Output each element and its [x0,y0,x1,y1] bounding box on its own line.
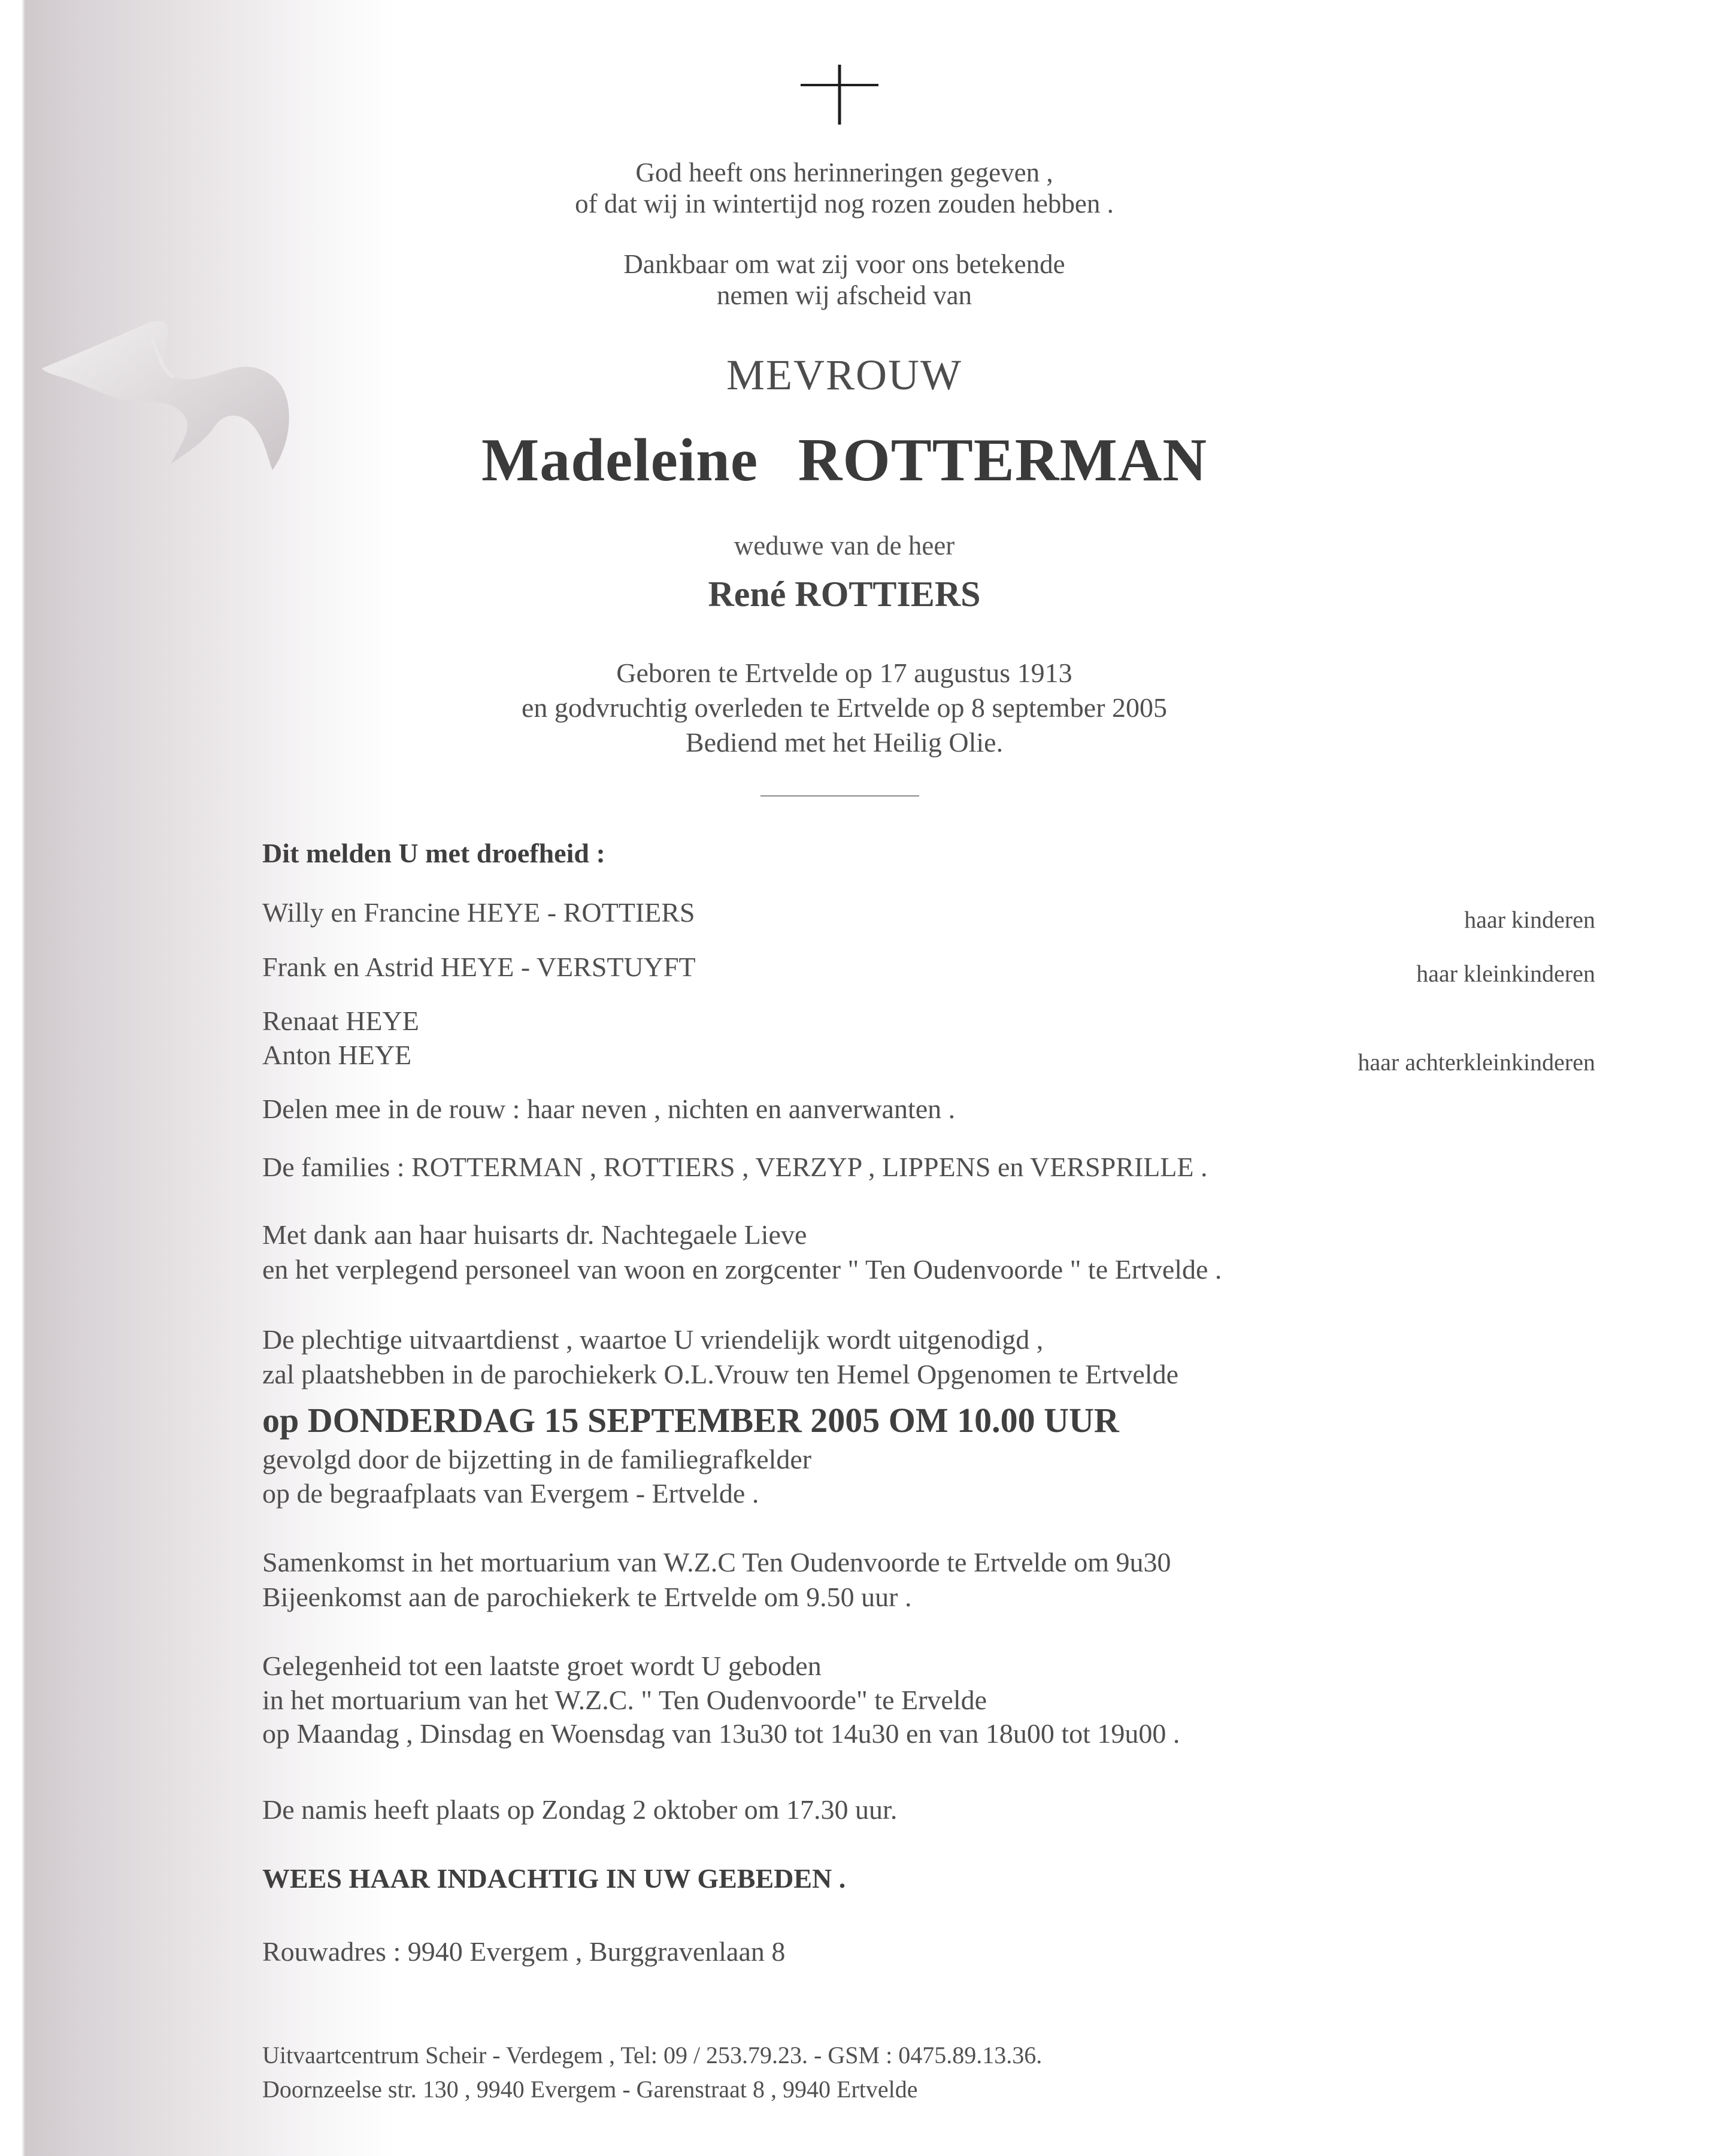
family-relation-2: haar kleinkinderen [1416,960,1595,987]
thanks-line-1: Met dank aan haar huisarts dr. Nachtegaele Lieve [262,1219,807,1250]
birth-line: Geboren te Ertvelde op 17 augustus 1913 [616,658,1072,688]
announce-heading: Dit melden U met droefheid : [262,838,605,868]
deceased-first-name: Madeleine [481,426,759,494]
gathering-line-2: Bijeenkomst aan de parochiekerk te Ertvelde om 9.50 uur . [262,1582,912,1612]
namis-line: De namis heeft plaats op Zondag 2 oktober om 17.30 uur. [262,1794,898,1825]
widow-label: weduwe van de heer [734,531,955,561]
farewell-line-3: op Maandag , Dinsdag en Woensdag van 13u30 tot 14u30 en van 18u00 tot 19u00 . [262,1718,1180,1749]
poem-line-1: God heeft ons herinneringen gegeven , [635,158,1053,187]
families-line: De families : ROTTERMAN , ROTTIERS , VERZYP , LIPPENS en VERSPRILLE . [262,1152,1208,1182]
poem-line-4: nemen wij afscheid van [716,280,972,310]
title-mevrouw: MEVROUW [726,351,962,399]
footer-line-2: Doornzeelse str. 130 , 9940 Evergem - Garenstraat 8 , 9940 Ertvelde [262,2076,918,2103]
husband-name: René ROTTIERS [708,574,981,614]
service-line-1: De plechtige uitvaartdienst , waartoe U vriendelijk wordt uitgenodigd , [262,1324,1044,1355]
footer-line-1: Uitvaartcentrum Scheir - Verdegem , Tel: 09 / 253.79.23. - GSM : 0475.89.13.36. [262,2042,1043,2069]
dove-icon [42,311,293,479]
mourning-line: Delen mee in de rouw : haar neven , nichten en aanverwanten . [262,1094,956,1124]
sacrament-line: Bediend met het Heilig Olie. [685,727,1004,758]
poem-line-2: of dat wij in wintertijd nog rozen zouden hebben . [575,189,1114,219]
address-line: Rouwadres : 9940 Evergem , Burggravenlaan 8 [262,1936,786,1967]
service-line-2: zal plaatshebben in de parochiekerk O.L.Vrouw ten Hemel Opgenomen te Ertvelde [262,1359,1178,1389]
death-line: en godvruchtig overleden te Ertvelde op 8 september 2005 [521,692,1168,723]
family-names-2: Frank en Astrid HEYE - VERSTUYFT [262,952,696,982]
gathering-line-1: Samenkomst in het mortuarium van W.Z.C Ten Oudenvoorde te Ertvelde om 9u30 [262,1547,1171,1577]
family-relation-4: haar achterkleinkinderen [1357,1049,1595,1076]
divider [760,795,919,797]
family-relation-1: haar kinderen [1464,906,1595,933]
thanks-line-2: en het verplegend personeel van woon en zorgcenter " Ten Oudenvoorde " te Ertvelde . [262,1254,1222,1285]
poem-line-3: Dankbaar om wat zij voor ons betekende [623,249,1065,279]
deceased-name [299,425,1389,495]
family-names-1: Willy en Francine HEYE - ROTTIERS [262,897,695,928]
deceased-last-name: ROTTERMAN [798,426,1208,494]
cross-icon [801,65,878,125]
remember-line: WEES HAAR INDACHTIG IN UW GEBEDEN . [262,1863,846,1894]
family-names-4: Anton HEYE [262,1040,412,1070]
family-names-3: Renaat HEYE [262,1006,419,1036]
farewell-line-2: in het mortuarium van het W.Z.C. " Ten Oudenvoorde" te Ervelde [262,1685,987,1715]
dates-block [299,656,1389,760]
service-line-4: op de begraafplaats van Evergem - Ertvelde . [262,1478,759,1509]
farewell-line-1: Gelegenheid tot een laatste groet wordt U geboden [262,1651,822,1681]
service-line-3: gevolgd door de bijzetting in de familiegrafkelder [262,1444,812,1474]
funeral-date: op DONDERDAG 15 SEPTEMBER 2005 OM 10.00 UUR [262,1401,1119,1440]
